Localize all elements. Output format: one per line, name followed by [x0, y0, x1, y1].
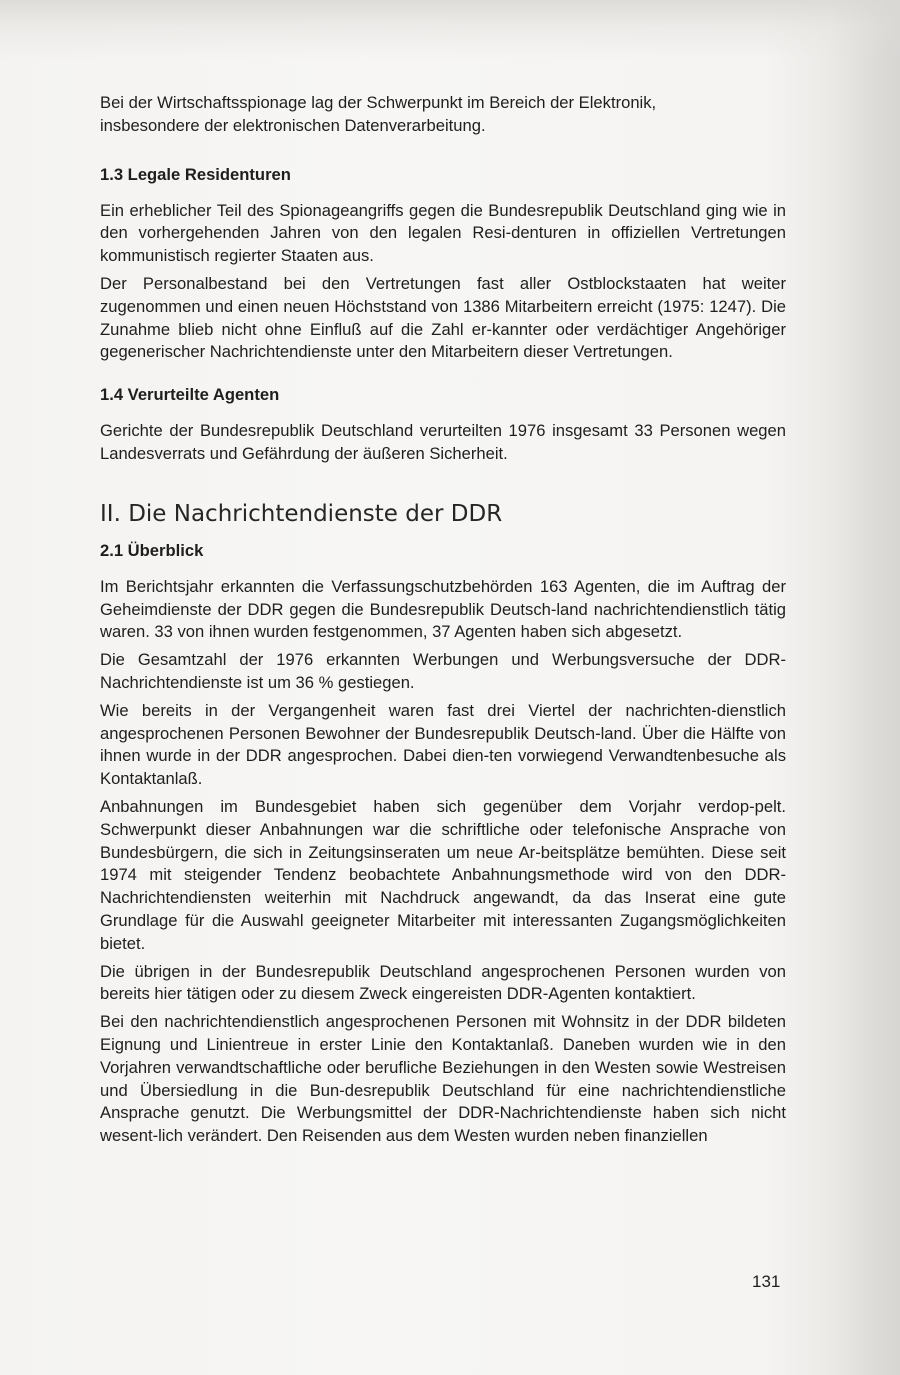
- heading-ii-nachrichtendienste-ddr: II. Die Nachrichtendienste der DDR: [100, 500, 503, 527]
- heading-1-3-legale-residenturen: 1.3 Legale Residenturen: [100, 164, 291, 184]
- paragraph-gerichte: Gerichte der Bundesrepublik Deutschland verurteilten 1976 insgesamt 33 Personen wegen Landesverrats und Gefährdung der äußeren Sicherheit.: [100, 421, 786, 463]
- page-body: [100, 92, 786, 1153]
- paragraph-wirtschaftsspionage: Bei der Wirtschaftsspionage lag der Schwerpunkt im Bereich der Elektronik, insbesondere der elektronischen Datenverarbeitung.: [100, 93, 657, 135]
- paragraph-vergangenheit: Wie bereits in der Vergangenheit waren fast drei Viertel der nachrichten-dienstlich angesprochenen Personen Bewohner der Bundesrepublik Deutsch-land. Über die Hälfte von ihnen wurde in der DDR angesprochen. Dabei dien-ten vorwiegend Verwandtenbesuche als Kontaktanlaß.: [100, 700, 786, 789]
- paragraph-berichtsjahr: Im Berichtsjahr erkannten die Verfassungschutzbehörden 163 Agenten, die im Auftrag der Geheimdienste der DDR gegen die Bundesrepublik Deutsch-land nachrichtendienstlich tätig waren. 33 von ihnen wurden festgenommen, 37 Agenten haben sich abgesetzt.: [100, 576, 786, 642]
- paragraph-legale-residenturen: Ein erheblicher Teil des Spionageangriffs gegen die Bundesrepublik Deutschland ging wie in den vorhergehenden Jahren von den legalen Resi-denturen in offiziellen Vertretungen kommunistisch regierter Staaten aus.: [100, 200, 786, 266]
- paragraph-anbahnungen: Anbahnungen im Bundesgebiet haben sich gegenüber dem Vorjahr verdop-pelt. Schwerpunkt dieser Anbahnungen war die schriftliche oder telefonische Ansprache von Bundesbürgern, die sich in Zeitungsinseraten um neue Ar-beitsplätze bemühten. Diese seit 1974 mit steigender Tendenz beobachtete Anbahnungsmethode wird von den DDR-Nachrichtendiensten weiterhin mit Nachdruck angewandt, da das Inserat eine gute Grundlage für die Auswahl geeigneter Mitarbeiter mit interessanten Zugangsmöglichkeiten bietet.: [100, 796, 786, 953]
- scan-shadow-top: [0, 0, 900, 60]
- paragraph-personalbestand: Der Personalbestand bei den Vertretungen fast aller Ostblockstaaten hat weiter zugenommen und einen neuen Höchststand von 1386 Mitarbeitern erreicht (1975: 1247). Die Zunahme blieb nicht ohne Einfluß auf die Zahl er-kannter oder verdächtiger Angehöriger gegenerischer Nachrichtendienste unter den Mitarbeitern dieser Vertretungen.: [100, 273, 786, 362]
- paragraph-gesamtzahl: Die Gesamtzahl der 1976 erkannten Werbungen und Werbungsversuche der DDR-Nachrichtendienste ist um 36 % gestiegen.: [100, 650, 786, 692]
- paragraph-uebrigen-personen: Die übrigen in der Bundesrepublik Deutschland angesprochenen Personen wurden von bereits hier tätigen oder zu diesem Zweck eingereisten DDR-Agenten kontaktiert.: [100, 961, 786, 1004]
- scan-shadow-right: [830, 0, 900, 1375]
- page-number: 131: [752, 1272, 781, 1291]
- heading-2-1-ueberblick: 2.1 Überblick: [100, 540, 204, 560]
- heading-1-4-verurteilte-agenten: 1.4 Verurteilte Agenten: [100, 385, 280, 405]
- paragraph-wohnsitz-ddr: Bei den nachrichtendienstlich angesprochenen Personen mit Wohnsitz in der DDR bildeten Eignung und Linientreue in erster Linie den Kontaktanlaß. Daneben wurden wie in den Vorjahren verwandtschaftliche oder berufliche Beziehungen in den Westen sowie Westreisen und Übersiedlung in die Bun-desrepublik Deutschland für eine nachrichtendienstliche Ansprache genutzt. Die Werbungsmittel der DDR-Nachrichtendienste haben sich nicht wesent-lich verändert. Den Reisenden aus dem Westen wurden neben finanziellen: [100, 1012, 786, 1146]
